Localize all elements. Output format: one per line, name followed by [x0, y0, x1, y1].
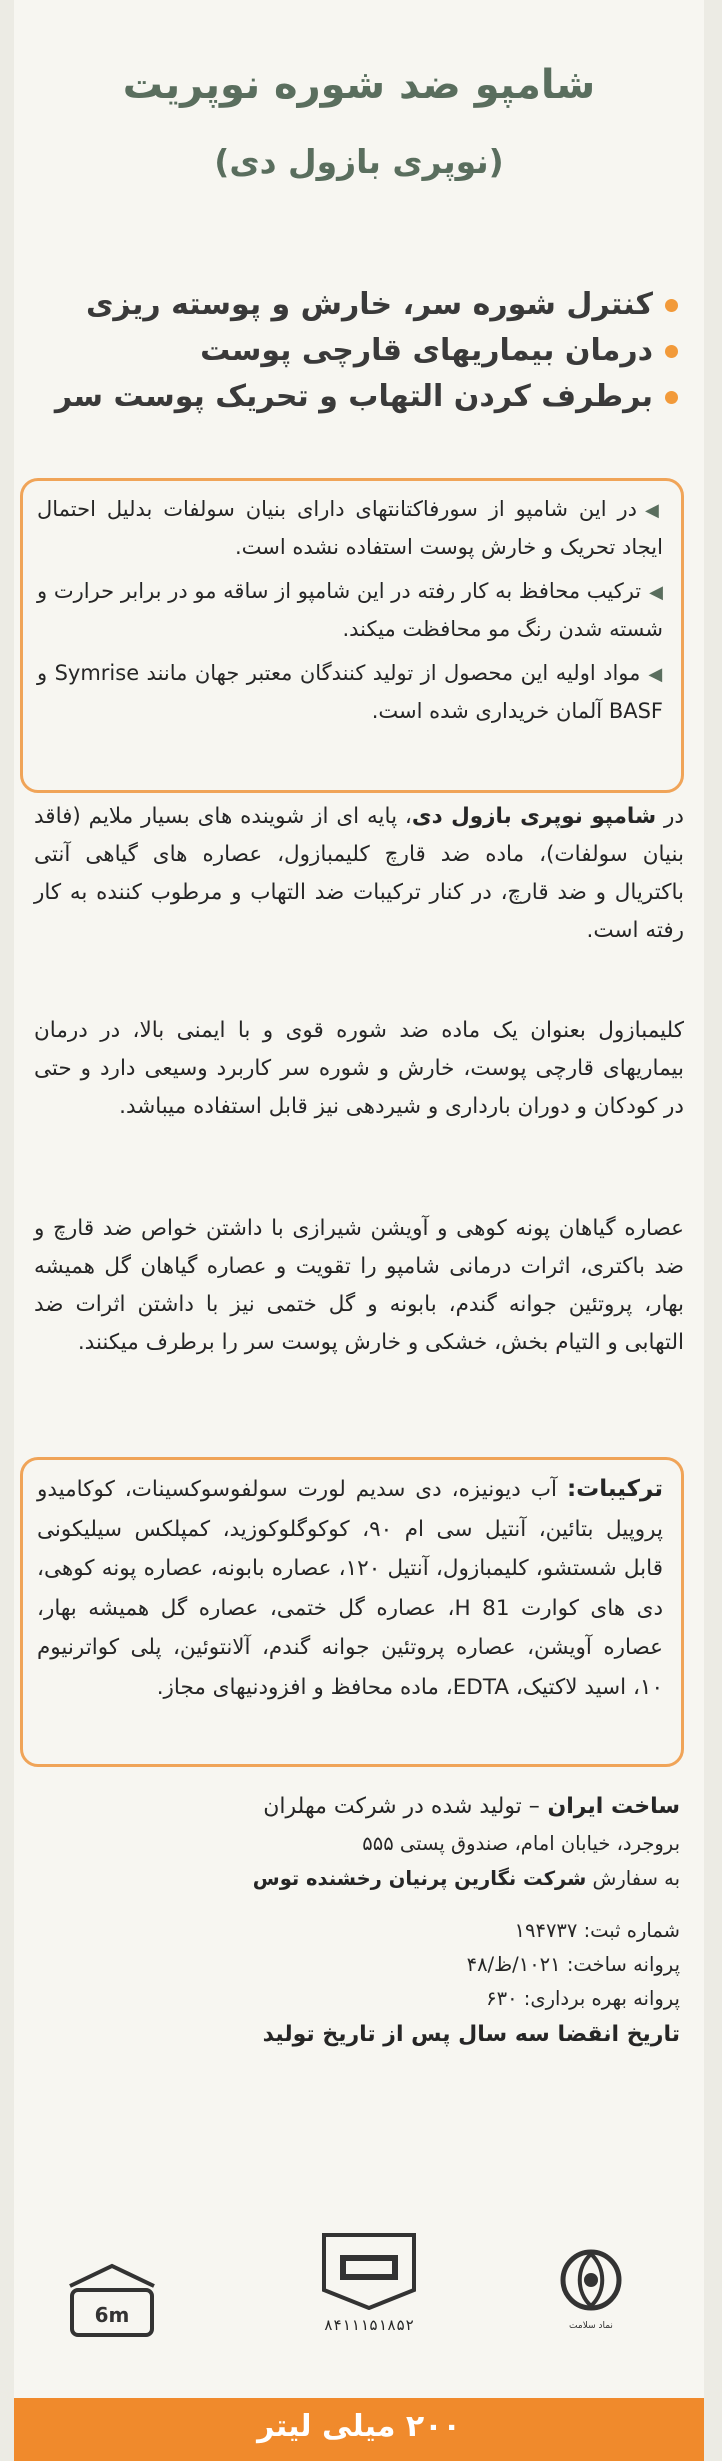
note-item: ◀مواد اولیه این محصول از تولید کنندگان معتبر جهان مانند Symrise و BASF آلمان خریداری شده است. [37, 661, 663, 723]
iran-standard-icon [314, 2230, 424, 2310]
bullet-icon [665, 391, 678, 404]
certification-caption: نماد سلامت [569, 2321, 613, 2331]
feature-list [18, 282, 678, 420]
triangle-bullet-icon: ◀ [644, 500, 663, 521]
triangle-bullet-icon: ◀ [649, 582, 664, 603]
logos-row [14, 2220, 704, 2370]
note-item: ◀ترکیب محافظ به کار رفته در این شامپو از ساقه مو در برابر حرارت و شسته شدن رنگ مو محافظت میکند. [37, 579, 664, 641]
svg-text:6m: 6m [94, 2303, 130, 2327]
open-jar-icon [62, 2260, 162, 2340]
made-in-line: ساخت ایران – تولید شده در شرکت مهلران [263, 1794, 680, 1819]
note-item: ◀در این شامپو از سورفاکتانتهای دارای بنیان سولفات بدلیل احتمال ایجاد تحریک و خارش پوست استفاده نشده است. [37, 497, 663, 559]
feature-item: درمان بیماریهای قارچی پوست [18, 328, 678, 374]
bullet-icon [665, 345, 678, 358]
address-line: بروجرد، خیابان امام، صندوق پستی ۵۵۵ [362, 1832, 680, 1855]
feature-item: کنترل شوره سر، خارش و پوسته ریزی [18, 282, 678, 328]
ingredients-text: ترکیبات: آب دیونیزه، دی سدیم لورت سولفوسوکسینات، کوکامیدو پروپیل بتائین، آنتیل سی ام ۹۰، کوکوگلوکوزید، کمپلکس سیلیکونی قابل شستشو، کلیمبازول، آنتیل ۱۲۰، عصاره بابونه، عصاره پونه کوهی، دی های کوارت H 81، عصاره گل ختمی، عصاره گل همیشه بهار، عصاره آویشن، عصاره پروتئین جوانه گندم، آلانتوئین، پلی کواترنیوم ۱۰، اسید لاکتیک، EDTA، ماده محافظ و افزودنیهای مجاز. [37, 1476, 664, 1700]
description-paragraph: عصاره گیاهان پونه کوهی و آویشن شیرازی با داشتن خواص ضد قارچ و ضد باکتری، اثرات درمانی شامپو را تقویت و عصاره گیاهان گل همیشه بهار، پروتئین جوانه گندم، بابونه و گل ختمی نیز با داشتن اثرات ضد التهابی و التیام بخش، خشکی و خارش پوست سر را برطرف میکنند. [34, 1216, 684, 1355]
product-title: شامپو ضد شوره نوپریت [122, 62, 596, 108]
operation-license: پروانه بهره برداری: ۶۳۰ [486, 1987, 680, 2010]
product-name: شامپو نوپری بازول دی [411, 804, 657, 829]
health-symbol-icon [556, 2240, 626, 2339]
order-line: به سفارش شرکت نگارین پرنیان رخشنده توس [252, 1867, 680, 1890]
expiry-line: تاریخ انقضا سه سال پس از تاریخ تولید [262, 2022, 680, 2047]
description-paragraph: کلیمبازول بعنوان یک ماده ضد شوره قوی و با ایمنی بالا، در درمان بیماریهای قارچی پوست، خارش و شوره سر کاربرد وسیعی دارد و حتی در کودکان و دوران بارداری و شیردهی نیز قابل استفاده میباشد. [34, 1018, 684, 1119]
pao-symbol [62, 2260, 162, 2344]
label-panel [14, 0, 704, 2461]
standard-number: ۸۴۱۱۱۵۱۸۵۲ [323, 2316, 415, 2334]
feature-item: برطرف کردن التهاب و تحریک پوست سر [18, 374, 678, 420]
notes-box [20, 478, 684, 793]
manufacture-license: پروانه ساخت: ۱۰۲۱/ظ/۴۸ [466, 1953, 680, 1976]
ingredients-box [20, 1457, 684, 1767]
description-paragraph: در شامپو نوپری بازول دی، پایه ای از شوینده های بسیار ملایم (فاقد بنیان سولفات)، ماده ضد قارچ کلیمبازول، عصاره های گیاهی آنتی باکتریال و ضد قارچ، در کنار ترکیبات ضد التهاب و مرطوب کننده به کار رفته است. [34, 804, 684, 943]
manufacturer-info [40, 1788, 680, 2054]
product-subtitle: (نوپری بازول دی) [214, 142, 504, 181]
triangle-bullet-icon: ◀ [648, 664, 663, 685]
ingredients-label: ترکیبات: [566, 1476, 663, 1502]
volume-banner: ۲۰۰ میلی لیتر [14, 2398, 704, 2461]
bullet-icon [665, 299, 678, 312]
registration-number: شماره ثبت: ۱۹۴۷۳۷ [514, 1919, 680, 1942]
standard-logo [314, 2230, 424, 2334]
